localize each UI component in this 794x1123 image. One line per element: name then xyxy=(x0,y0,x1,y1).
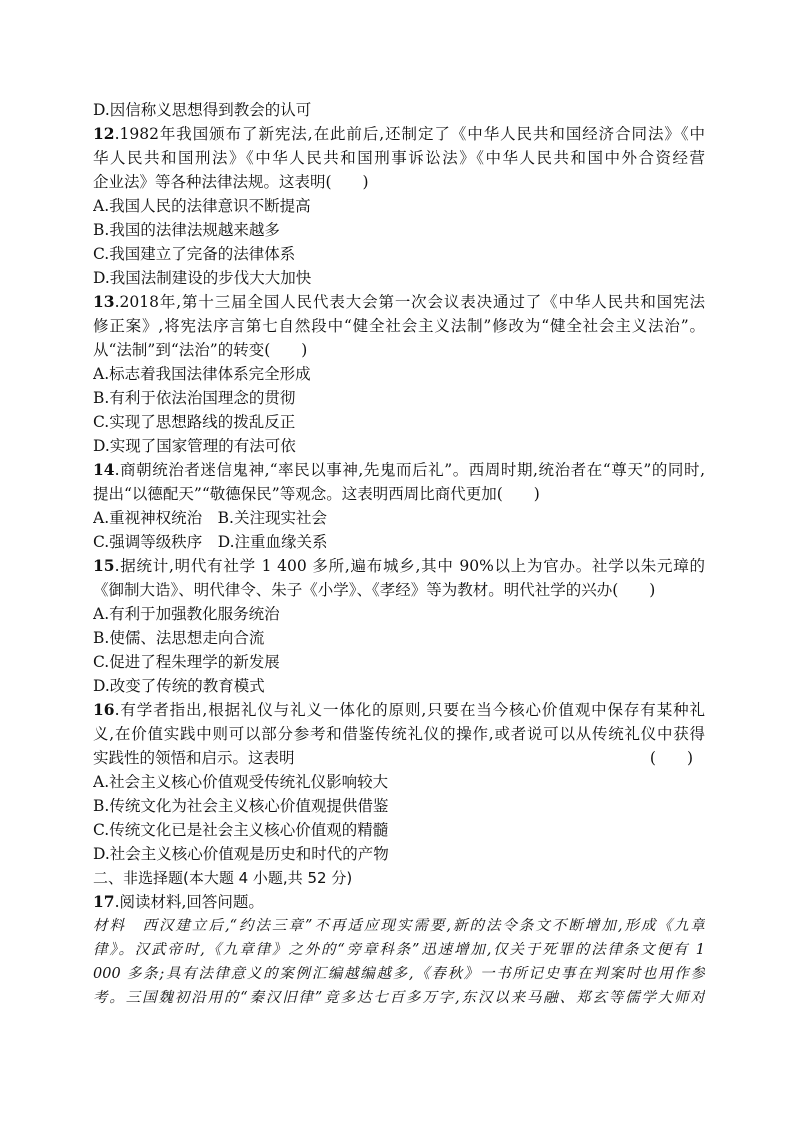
q15-number: 15 xyxy=(93,556,115,575)
q13-option-a: A.标志着我国法律体系完全形成 xyxy=(93,365,311,383)
q13-option-b: B.有利于依法治国理念的贯彻 xyxy=(93,389,296,407)
q17-number: 17 xyxy=(93,892,115,911)
material-line-3: 000 多条;具有法律意义的案例汇编越编越多,《春秋》一书所记史事在判案时也用作参 xyxy=(93,966,705,982)
q17-stem: 17.阅读材料,回答问题。 xyxy=(93,892,264,911)
material-line-1: 材料 西汉建立后,“约法三章”不再适应现实需要,新的法令条文不断增加,形成《九章 xyxy=(93,918,705,934)
q16-number: 16 xyxy=(93,700,115,719)
q13-stem-line-2: 修正案》,将宪法序言第七自然段中“健全社会主义法制”修改为“健全社会主义法治”。 xyxy=(93,317,705,335)
q14-number: 14 xyxy=(93,460,115,479)
q13-stem-line-1: 13.2018年,第十三届全国人民代表大会第一次会议表决通过了《中华人民共和国宪法 xyxy=(93,292,705,311)
q14-stem-line-1: 14.商朝统治者迷信鬼神,“率民以事神,先鬼而后礼”。西周时期,统治者在“尊天”的同时, xyxy=(93,460,705,479)
q12-stem-line-3: 企业法》等各种法律法规。这表明( ) xyxy=(93,173,369,191)
q12-number: 12 xyxy=(93,124,115,143)
q15-option-c: C.促进了程朱理学的新发展 xyxy=(93,653,280,671)
q11-option-d: D.因信称义思想得到教会的认可 xyxy=(93,101,312,119)
q16-stem-line-1: 16.有学者指出,根据礼仪与礼义一体化的原则,只要在当今核心价值观中保存有某种礼 xyxy=(93,700,705,719)
q16-option-c: C.传统文化已是社会主义核心价值观的精髓 xyxy=(93,821,389,839)
q16-option-b: B.传统文化为社会主义核心价值观提供借鉴 xyxy=(93,797,389,815)
q16-stem-line-3: 实践性的领悟和启示。这表明 ( ) xyxy=(93,746,705,770)
q12-option-c: C.我国建立了完备的法律体系 xyxy=(93,245,296,263)
material-line-2: 律》。汉武帝时,《九章律》之外的“旁章科条”迅速增加,仅关于死罪的法律条文便有 1 xyxy=(93,942,705,958)
q13-stem-line-3: 从“法制”到“法治”的转变( ) xyxy=(93,341,308,359)
q16-option-d: D.社会主义核心价值观是历史和时代的产物 xyxy=(93,845,389,863)
section-heading-non-choice: 二、非选择题(本大题 4 小题,共 52 分) xyxy=(93,869,353,887)
q13-option-d: D.实现了国家管理的有法可依 xyxy=(93,437,296,455)
q12-option-a: A.我国人民的法律意识不断提高 xyxy=(93,197,311,215)
q12-option-b: B.我国的法律法规越来越多 xyxy=(93,221,280,239)
q14-options-cd: C.强调等级秩序 D.注重血缘关系 xyxy=(93,533,328,551)
q12-stem-line-2: 华人民共和国刑法》《中华人民共和国刑事诉讼法》《中华人民共和国中外合资经营 xyxy=(93,149,705,167)
q16-answer-parens: ( ) xyxy=(649,749,693,767)
q15-option-a: A.有利于加强教化服务统治 xyxy=(93,605,280,623)
q15-option-d: D.改变了传统的教育模式 xyxy=(93,677,265,695)
q13-option-c: C.实现了思想路线的拨乱反正 xyxy=(93,413,296,431)
q14-options-ab: A.重视神权统治 B.关注现实社会 xyxy=(93,509,327,527)
q13-number: 13 xyxy=(93,292,115,311)
q15-stem-line-2: 《御制大诰》、明代律令、朱子《小学》、《孝经》等为教材。明代社学的兴办( ) xyxy=(93,581,656,599)
q12-option-d: D.我国法制建设的步伐大大加快 xyxy=(93,269,312,287)
q12-stem-line-1: 12.1982年我国颁布了新宪法,在此前后,还制定了《中华人民共和国经济合同法》《中 xyxy=(93,124,705,143)
material-line-4: 考。三国魏初沿用的“秦汉旧律”竟多达七百多万字,东汉以来马融、郑玄等儒学大师对 xyxy=(93,990,705,1006)
q16-stem-line-2: 义,在价值实践中则可以部分参考和借鉴传统礼仪的操作,或者说可以从传统礼仪中获得 xyxy=(93,725,705,743)
q15-option-b: B.使儒、法思想走向合流 xyxy=(93,629,265,647)
q15-stem-line-1: 15.据统计,明代有社学 1 400 多所,遍布城乡,其中 90%以上为官办。社学以朱元璋的 xyxy=(93,556,705,575)
q14-stem-line-2: 提出“以德配天”“敬德保民”等观念。这表明西周比商代更加( ) xyxy=(93,485,540,503)
q16-option-a: A.社会主义核心价值观受传统礼仪影响较大 xyxy=(93,773,389,791)
